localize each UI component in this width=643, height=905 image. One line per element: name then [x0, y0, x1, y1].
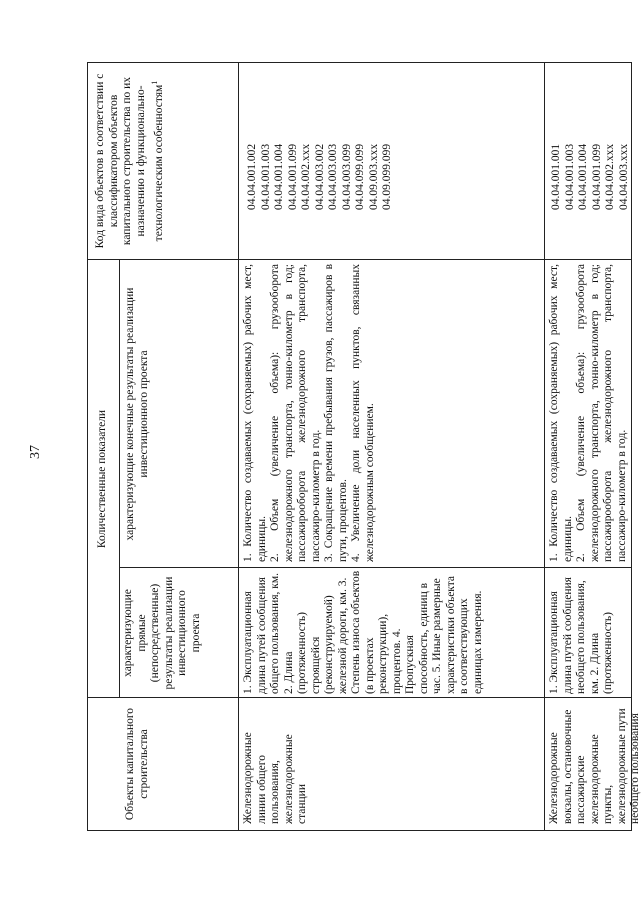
code-item: 04.04.003.002: [313, 143, 326, 210]
indicators-table: [87, 62, 641, 831]
row1-codes-list: [246, 70, 395, 210]
code-item: 04.04.001.004: [577, 143, 589, 210]
code-item: 04.04.001.004: [273, 143, 285, 210]
row2-final-results: [548, 264, 630, 562]
row2-codes: [550, 70, 630, 210]
row1-codes: [246, 70, 395, 210]
code-item: 04.09.099.099: [381, 143, 393, 210]
code-item: 04.04.002.xxx: [604, 143, 616, 210]
row1-final-item: 1. Количество создаваемых (сохраняемых) рабочих мест, единицы.: [242, 264, 268, 562]
code-item: 04.04.001.002: [246, 143, 258, 210]
code-item: 04.04.001.001: [550, 143, 562, 210]
row-separator: [544, 63, 545, 830]
table-frame: [87, 62, 641, 831]
header-object-type-code-text: Код вида объектов в соответствии с классификатором объектов капитального строительства по их назначению и функционально-технологическим особенностям: [94, 73, 165, 249]
page-number: 37: [28, 445, 43, 459]
group-header-border: [119, 260, 120, 698]
code-item: 04.04.001.003: [563, 143, 576, 210]
row1-direct-results: 1. Эксплуатационная длина путей сообщения общего пользования, км. 2. Длина (протяженность) строящейся (реконструируемой) железной дороги, км. 3. Степень износа объектов (в проектах реконструкции), процентов. 4. Пропускная способность, единиц в час. 5. Иные размерные характеристики объекта в соответствующих единицах измерения.: [242, 570, 484, 694]
row1-final-item: 4. Увеличение доли населенных пунктов, связанных железнодорожным сообщением.: [350, 264, 376, 562]
row1-final-results-list: [242, 264, 377, 562]
row1-final-results: [242, 264, 377, 562]
header-direct-results: характеризующие прямые (непосредственные) результаты реализации инвестиционного проекта: [122, 576, 202, 690]
code-item: 04.04.001.003: [259, 143, 272, 210]
code-item: 04.09.003.xxx: [367, 143, 380, 210]
code-item: 04.04.099.099: [354, 143, 366, 210]
row1-final-item: 2. Объем (увеличение объема): грузооборота железнодорожного транспорта, тонно-километр в год; пассажирооборота железнодорожного транспорта, пассажиро-километр в год.: [269, 264, 322, 562]
column-border-3: [88, 259, 631, 260]
header-final-results: характеризующие конечные результаты реализации инвестиционного проекта: [124, 287, 150, 541]
header-object-type-code: [94, 66, 166, 256]
code-item: 04.04.001.099: [286, 143, 299, 210]
row1-object: Железнодорожные линии общего пользования, железнодорожные станции: [242, 732, 308, 824]
code-item: 04.04.001.099: [590, 143, 603, 210]
row2-final-item: 2. Объем (увеличение объема): грузооборота железнодорожного транспорта, тонно-километр в год; пассажирооборота железнодорожного транспорта, пассажиро-километр в год.: [575, 264, 628, 562]
row2-codes-list: [550, 70, 631, 210]
header-quantitative-indicators: Количественные показатели: [96, 409, 108, 549]
row2-object: Железнодорожные вокзалы, остановочные пассажирские железнодорожные пункты, железнодорожные пути необщего пользования: [548, 708, 641, 824]
code-item: 04.04.003.003: [327, 143, 339, 210]
footnote-marker: 1: [150, 80, 159, 85]
code-item: 04.04.002.xxx: [300, 143, 312, 210]
header-objects: Объекты капитального строительства: [124, 707, 150, 821]
row2-final-results-list: [548, 264, 629, 562]
header-row-border: [238, 63, 239, 830]
row2-direct-results: 1. Эксплуатационная длина путей сообщения необщего пользования, км. 2. Длина (протяженность): [548, 577, 614, 694]
code-item: 04.04.003.xxx: [617, 143, 630, 210]
code-item: 04.04.003.099: [340, 143, 353, 210]
column-border-1: [88, 697, 631, 698]
row2-final-item: 1. Количество создаваемых (сохраняемых) рабочих мест, единицы.: [548, 264, 574, 562]
row1-final-item: 3. Сокращение времени пребывания грузов, пассажиров в пути, процентов.: [323, 264, 349, 562]
column-border-2: [119, 567, 631, 568]
